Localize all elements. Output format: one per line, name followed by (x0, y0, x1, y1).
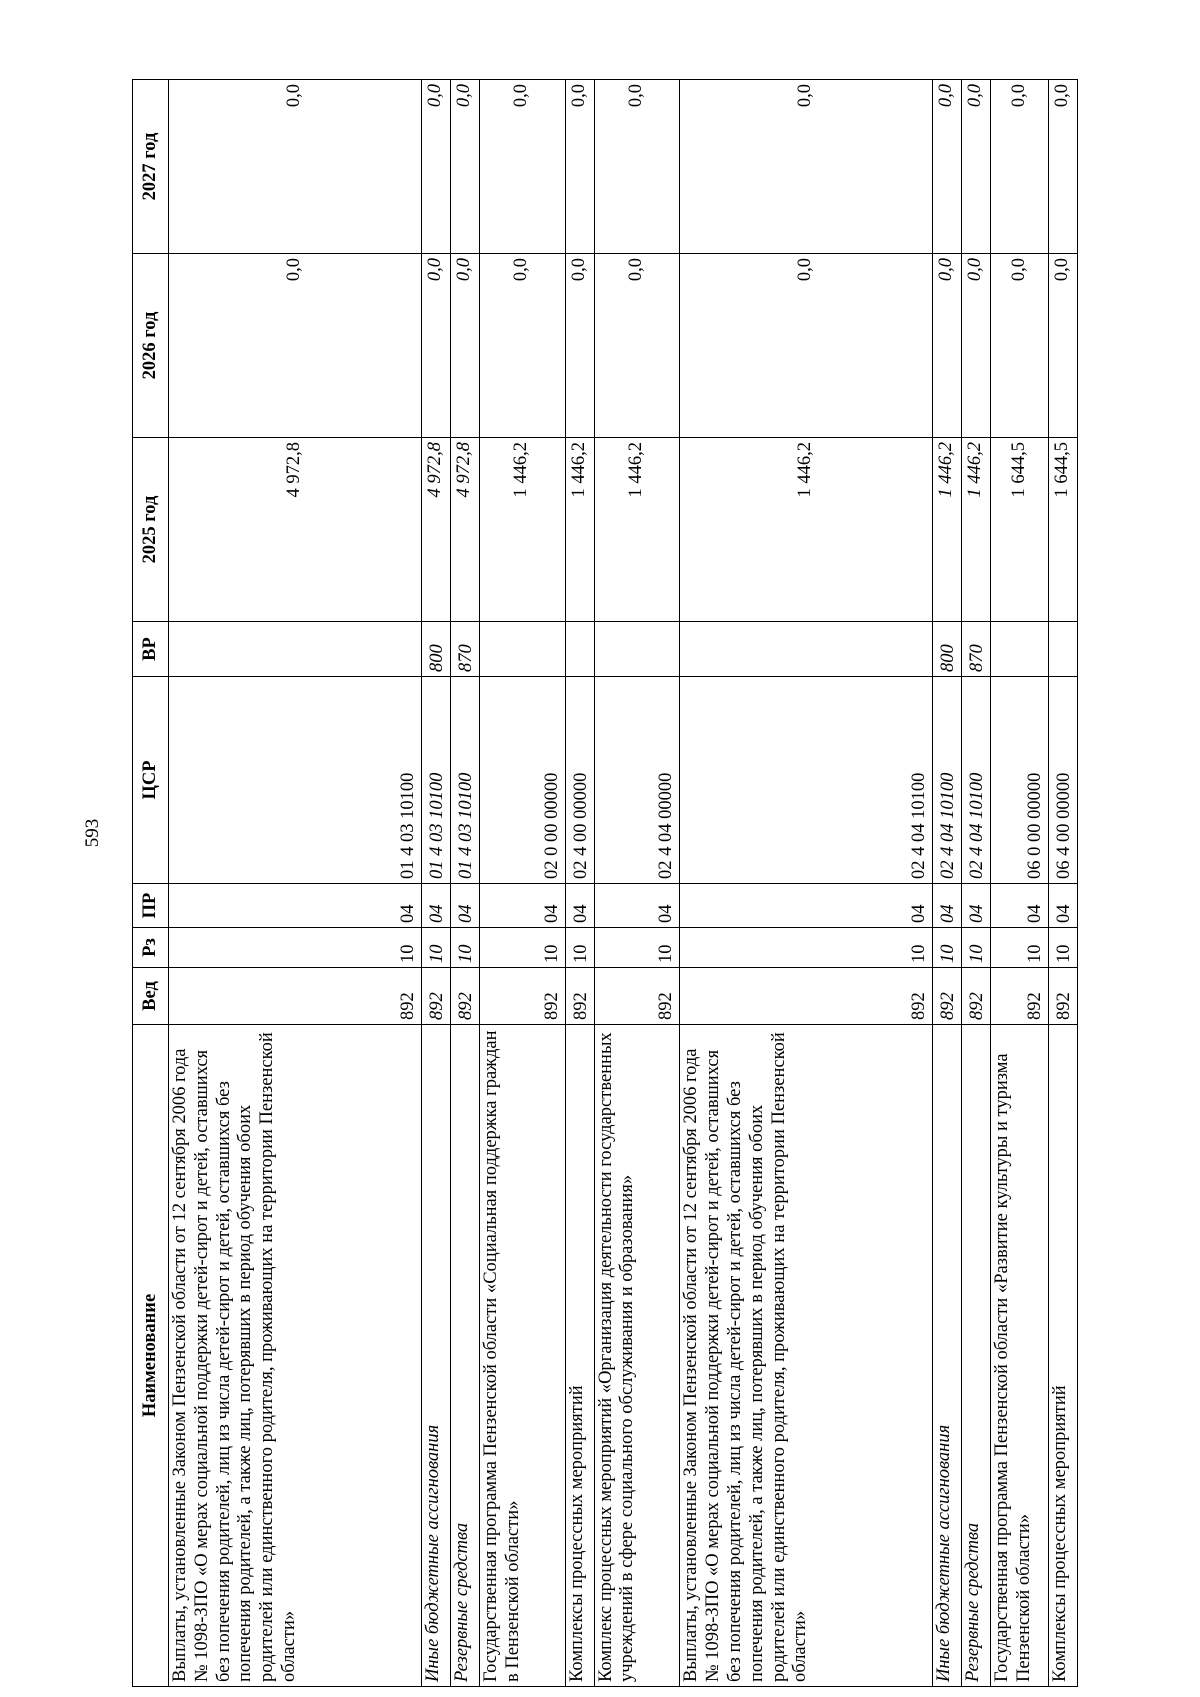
cell-vr (680, 622, 933, 677)
page-number: 593 (82, 818, 103, 848)
cell-ved: 892 (565, 968, 594, 1025)
table-row (962, 80, 991, 1687)
cell-rz: 10 (680, 928, 933, 968)
cell-rz: 10 (421, 928, 450, 968)
cell-2027: 0,0 (962, 80, 991, 254)
table-row (933, 80, 962, 1687)
cell-csr: 02 4 04 10100 (962, 677, 991, 884)
cell-pr: 04 (1049, 884, 1078, 928)
cell-csr: 02 0 00 00000 (479, 677, 565, 884)
cell-2025: 4 972,8 (450, 438, 479, 622)
cell-pr: 04 (680, 884, 933, 928)
cell-2027: 0,0 (479, 80, 565, 254)
cell-2026: 0,0 (450, 254, 479, 438)
cell-csr: 02 4 00 00000 (565, 677, 594, 884)
cell-2027: 0,0 (169, 80, 422, 254)
table-row (421, 80, 450, 1687)
cell-2026: 0,0 (565, 254, 594, 438)
table-row (1049, 80, 1078, 1687)
cell-vr: 870 (450, 622, 479, 677)
cell-pr: 04 (933, 884, 962, 928)
cell-pr: 04 (565, 884, 594, 928)
cell-name: Комплексы процессных мероприятий (565, 1025, 594, 1687)
cell-rz: 10 (565, 928, 594, 968)
cell-rz: 10 (933, 928, 962, 968)
cell-vr (594, 622, 680, 677)
table-row (991, 80, 1049, 1687)
cell-2025: 1 446,2 (565, 438, 594, 622)
cell-2027: 0,0 (933, 80, 962, 254)
cell-name: Резервные средства (962, 1025, 991, 1687)
cell-csr: 01 4 03 10100 (421, 677, 450, 884)
table-row (594, 80, 680, 1687)
cell-csr: 02 4 04 00000 (594, 677, 680, 884)
cell-csr: 01 4 03 10100 (450, 677, 479, 884)
cell-csr: 02 4 04 10100 (680, 677, 933, 884)
table-row (479, 80, 565, 1687)
cell-vr (1049, 622, 1078, 677)
table-row (565, 80, 594, 1687)
cell-pr: 04 (169, 884, 422, 928)
cell-vr (479, 622, 565, 677)
cell-2025: 4 972,8 (421, 438, 450, 622)
cell-2025: 1 644,5 (1049, 438, 1078, 622)
cell-csr: 06 4 00 00000 (1049, 677, 1078, 884)
cell-vr (169, 622, 422, 677)
cell-rz: 10 (962, 928, 991, 968)
cell-name: Государственная программа Пензенской области «Социальная поддержка граждан в Пензенской области» (479, 1025, 565, 1687)
cell-ved: 892 (479, 968, 565, 1025)
cell-pr: 04 (421, 884, 450, 928)
cell-2027: 0,0 (1049, 80, 1078, 254)
cell-rz: 10 (1049, 928, 1078, 968)
cell-ved: 892 (1049, 968, 1078, 1025)
cell-ved: 892 (421, 968, 450, 1025)
cell-ved: 892 (169, 968, 422, 1025)
cell-vr: 800 (421, 622, 450, 677)
cell-2027: 0,0 (594, 80, 680, 254)
cell-rz: 10 (991, 928, 1049, 968)
cell-pr: 04 (991, 884, 1049, 928)
cell-2027: 0,0 (450, 80, 479, 254)
cell-2025: 1 446,2 (933, 438, 962, 622)
cell-name: Комплекс процессных мероприятий «Организация деятельности государственных учреждений в сфере социального обслуживания и образования» (594, 1025, 680, 1687)
cell-ved: 892 (991, 968, 1049, 1025)
header-rz: Рз (133, 928, 169, 968)
cell-2025: 1 446,2 (962, 438, 991, 622)
header-2027: 2027 год (133, 80, 169, 254)
cell-2026: 0,0 (421, 254, 450, 438)
cell-name: Иные бюджетные ассигнования (933, 1025, 962, 1687)
header-vr: ВР (133, 622, 169, 677)
cell-name: Выплаты, установленные Законом Пензенской области от 12 сентября 2006 года № 1098-ЗПО «О мерах социальной поддержки детей-сирот и детей, оставшихся без попечения родителей, лиц из числа детей-сирот и детей, оставшихся без попечения родителей, а также лиц, потерявших в период обучения обоих родителей или единственного родителя, проживающих на территории Пензенской области» (169, 1025, 422, 1687)
table-row (169, 80, 422, 1687)
header-2025: 2025 год (133, 438, 169, 622)
cell-name: Иные бюджетные ассигнования (421, 1025, 450, 1687)
cell-vr (991, 622, 1049, 677)
table-rotated-content (132, 80, 1078, 1687)
header-2026: 2026 год (133, 254, 169, 438)
cell-ved: 892 (962, 968, 991, 1025)
cell-csr: 06 0 00 00000 (991, 677, 1049, 884)
header-name: Наименование (133, 1025, 169, 1687)
table-rotation-frame (132, 80, 1078, 1687)
budget-table (132, 79, 1078, 1687)
cell-pr: 04 (962, 884, 991, 928)
cell-pr: 04 (594, 884, 680, 928)
cell-ved: 892 (450, 968, 479, 1025)
cell-2025: 4 972,8 (169, 438, 422, 622)
cell-2025: 1 446,2 (479, 438, 565, 622)
cell-csr: 02 4 04 10100 (933, 677, 962, 884)
cell-vr (565, 622, 594, 677)
cell-name: Комплексы процессных мероприятий (1049, 1025, 1078, 1687)
cell-2025: 1 644,5 (991, 438, 1049, 622)
cell-2026: 0,0 (594, 254, 680, 438)
cell-2027: 0,0 (565, 80, 594, 254)
cell-name: Выплаты, установленные Законом Пензенской области от 12 сентября 2006 года № 1098-ЗПО «О мерах социальной поддержки детей-сирот и детей, оставшихся без попечения родителей, лиц из числа детей-сирот и детей, оставшихся без попечения родителей, а также лиц, потерявших в период обучения обоих родителей или единственного родителя, проживающих на территории Пензенской области» (680, 1025, 933, 1687)
cell-2025: 1 446,2 (680, 438, 933, 622)
cell-vr: 870 (962, 622, 991, 677)
header-ved: Вед (133, 968, 169, 1025)
cell-2026: 0,0 (169, 254, 422, 438)
cell-rz: 10 (479, 928, 565, 968)
cell-vr: 800 (933, 622, 962, 677)
cell-2026: 0,0 (1049, 254, 1078, 438)
cell-rz: 10 (450, 928, 479, 968)
cell-2026: 0,0 (991, 254, 1049, 438)
cell-2026: 0,0 (680, 254, 933, 438)
cell-ved: 892 (933, 968, 962, 1025)
cell-ved: 892 (680, 968, 933, 1025)
cell-2026: 0,0 (962, 254, 991, 438)
header-pr: ПР (133, 884, 169, 928)
cell-rz: 10 (594, 928, 680, 968)
cell-rz: 10 (169, 928, 422, 968)
cell-2027: 0,0 (991, 80, 1049, 254)
cell-2027: 0,0 (421, 80, 450, 254)
cell-ved: 892 (594, 968, 680, 1025)
cell-pr: 04 (479, 884, 565, 928)
table-row (450, 80, 479, 1687)
cell-name: Резервные средства (450, 1025, 479, 1687)
table-row (680, 80, 933, 1687)
cell-pr: 04 (450, 884, 479, 928)
cell-csr: 01 4 03 10100 (169, 677, 422, 884)
cell-name: Государственная программа Пензенской области «Развитие культуры и туризма Пензенской области» (991, 1025, 1049, 1687)
cell-2026: 0,0 (479, 254, 565, 438)
cell-2027: 0,0 (680, 80, 933, 254)
cell-2025: 1 446,2 (594, 438, 680, 622)
cell-2026: 0,0 (933, 254, 962, 438)
header-row (133, 80, 169, 1687)
header-csr: ЦСР (133, 677, 169, 884)
